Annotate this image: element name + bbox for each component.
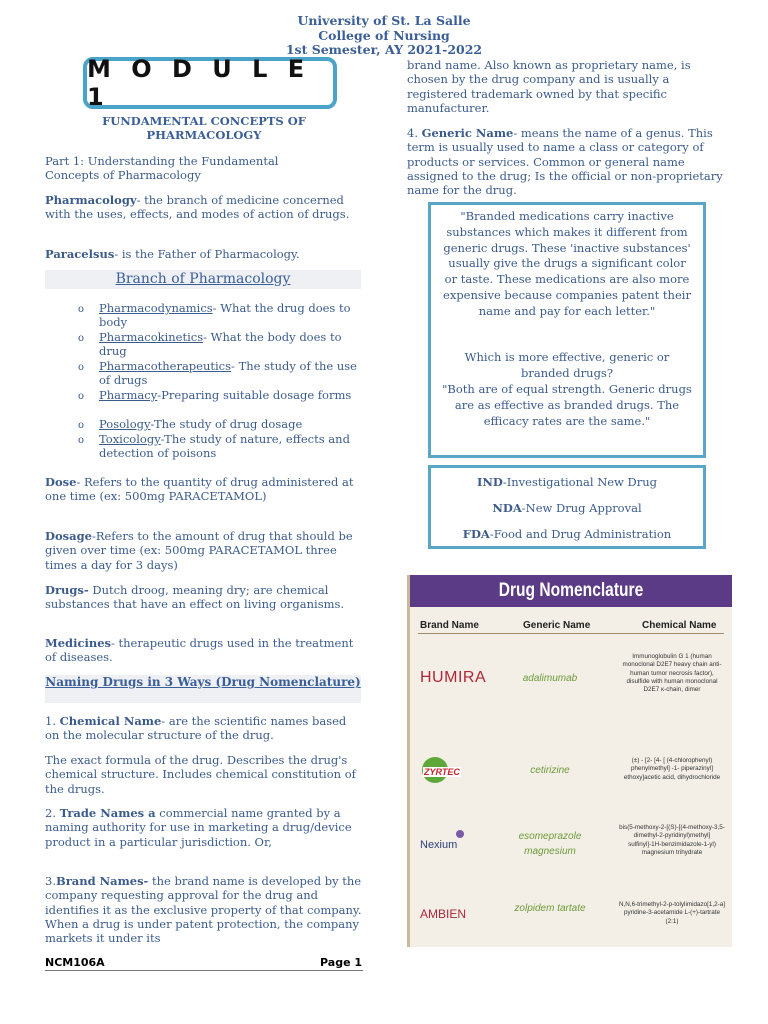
branch-title: Branch of Pharmacology	[115, 271, 291, 287]
generic-vs-branded-callout	[428, 202, 706, 458]
paracelsus-definition: Paracelsus- is the Father of Pharmacology.	[45, 247, 300, 261]
document-header	[0, 14, 768, 58]
drug-nomenclature-image	[407, 575, 732, 947]
list-bullet: o	[78, 362, 85, 373]
pharmacology-term: Pharmacology	[45, 193, 137, 207]
chemical-name-extra: The exact formula of the drug. Describes the drug's chemical structure. Includes chemical constitution of the drugs.	[45, 753, 356, 796]
medicines-definition: Medicines- therapeutic drugs used in the treatment of diseases.	[45, 636, 354, 665]
module-title-box	[83, 57, 337, 109]
header-rule	[418, 633, 724, 634]
brand-name-continued: brand name. Also known as proprietary name, is chosen by the drug company and is usually a registered trademark owned by that specific manufacturer.	[407, 58, 691, 115]
header-generic-name: Generic Name	[523, 620, 591, 631]
brand-logo-zyrtec: ZYRTEC	[424, 767, 460, 777]
list-item: Pharmacokinetics- What the body does to drug	[99, 330, 342, 358]
abbreviation-fda: FDA-Food and Drug Administration	[462, 527, 672, 541]
list-bullet: o	[78, 304, 85, 315]
header-university: University of St. La Salle	[297, 13, 471, 28]
chemical-name-cell: N,N,6-trimethyl-2-p-tolylimidazo[1,2-a] pyridine-3-acetamide L-(+)-tartrate (2:1)	[618, 901, 726, 925]
trade-name-definition: 2. Trade Names a commercial name granted by a naming authority for use in marketing a drug/device product in a particular jurisdiction. Or,	[45, 806, 352, 849]
list-bullet: o	[78, 420, 85, 431]
drugs-definition: Drugs- Dutch droog, meaning dry; are chemical substances that have an effect on living organisms.	[45, 583, 345, 612]
generic-name-cell: cetirizine	[530, 765, 570, 776]
pharmacology-definition: Pharmacology- the branch of medicine concerned with the uses, effects, and modes of action of drugs.	[45, 193, 350, 222]
generic-name-cell: zolpidem tartate	[514, 903, 586, 914]
part1-heading: Part 1: Understanding the Fundamental Concepts of Pharmacology	[45, 154, 279, 183]
paracelsus-term: Paracelsus	[45, 247, 115, 261]
abbreviation-nda: NDA-New Drug Approval	[492, 501, 642, 515]
chemical-name-cell: (±) - [2- [4- [ (4-chlorophenyl) phenylmethyl] -1- piperazinyl] ethoxy]acetic acid, dihydrochloride	[623, 757, 721, 781]
abbreviations-box	[428, 465, 706, 549]
list-item: Toxicology-The study of nature, effects and detection of poisons	[99, 432, 350, 460]
generic-name-cell: adalimumab	[522, 673, 578, 684]
naming-title: Naming Drugs in 3 Ways (Drug Nomenclature)	[45, 675, 361, 689]
list-item: Pharmacotherapeutics- The study of the use of drugs	[99, 359, 357, 387]
list-bullet: o	[78, 391, 85, 402]
list-bullet: o	[78, 333, 85, 344]
brand-name-definition: 3.Brand Names- the brand name is developed by the company requesting approval for the drug and identifies it as the exclusive property of that company. When a drug is under patent protection, the company markets it under its	[45, 874, 362, 946]
list-item: Posology-The study of drug dosage	[99, 417, 303, 431]
generic-name-definition: 4. Generic Name- means the name of a genus. This term is usually used to name a class or category of products or services. Common or general name assigned to the drug; Is the official or non-proprietary name for the drug.	[407, 126, 723, 198]
header-college: College of Nursing	[318, 27, 450, 43]
brand-logo-ambien: AMBIEN	[420, 907, 467, 921]
list-item: Pharmacodynamics- What the drug does to body	[99, 301, 351, 329]
fundamental-title: FUNDAMENTAL CONCEPTS OF PHARMACOLOGY	[102, 114, 306, 142]
list-bullet: o	[78, 435, 85, 446]
callout-answer: "Both are of equal strength. Generic drugs are as effective as branded drugs. The efficacy rates are the same."	[442, 382, 692, 428]
nexium-logo-icon	[456, 830, 464, 838]
footer-rule	[45, 970, 363, 971]
generic-name-cell: esomeprazole magnesium	[518, 831, 582, 857]
chemical-name-cell: Immunoglobulin G 1 (human monoclonal D2E7 heavy chain anti-human tumor necrosis factor), disulfide with human monoclonal D2E7 κ-chain, dimer	[622, 653, 722, 694]
footer-page-number: Page 1	[320, 956, 363, 969]
chemical-name-cell: bis(5-methoxy-2-[(S)-[(4-methoxy-3,5-dimethyl-2-pyridinyl)methyl] sulfinyl]-1H-benzimidazole-1-yl) magnesium trihydrate	[619, 824, 725, 856]
brand-logo-humira: HUMIRA	[420, 669, 487, 686]
callout-quote: "Branded medications carry inactive substances which makes it different from generic drugs. These 'inactive substances' usually give the drugs a significant color or taste. These medications are also more expensive because companies patent their name and pay for each letter."	[443, 209, 691, 318]
brand-logo-nexium: Nexium	[420, 839, 458, 851]
header-chemical-name: Chemical Name	[642, 620, 717, 631]
nomenclature-title: Drug Nomenclature	[498, 580, 644, 601]
callout-question: Which is more effective, generic or branded drugs?	[464, 350, 670, 380]
abbreviation-ind: IND-Investigational New Drug	[476, 475, 658, 489]
header-semester: 1st Semester, AY 2021-2022	[285, 42, 483, 57]
module-title: M O D U L E 1	[87, 55, 311, 111]
dosage-definition: Dosage-Refers to the amount of drug that should be given over time (ex: 500mg PARACETAMOL three times a day for 3 days)	[45, 529, 353, 572]
header-brand-name: Brand Name	[420, 620, 479, 631]
footer-course-code: NCM106A	[45, 956, 105, 969]
list-item: Pharmacy-Preparing suitable dosage forms	[99, 388, 352, 402]
dose-definition: Dose- Refers to the quantity of drug administered at one time (ex: 500mg PARACETAMOL)	[45, 475, 354, 504]
chemical-name-definition: 1. Chemical Name- are the scientific names based on the molecular structure of the drug.	[45, 714, 347, 743]
